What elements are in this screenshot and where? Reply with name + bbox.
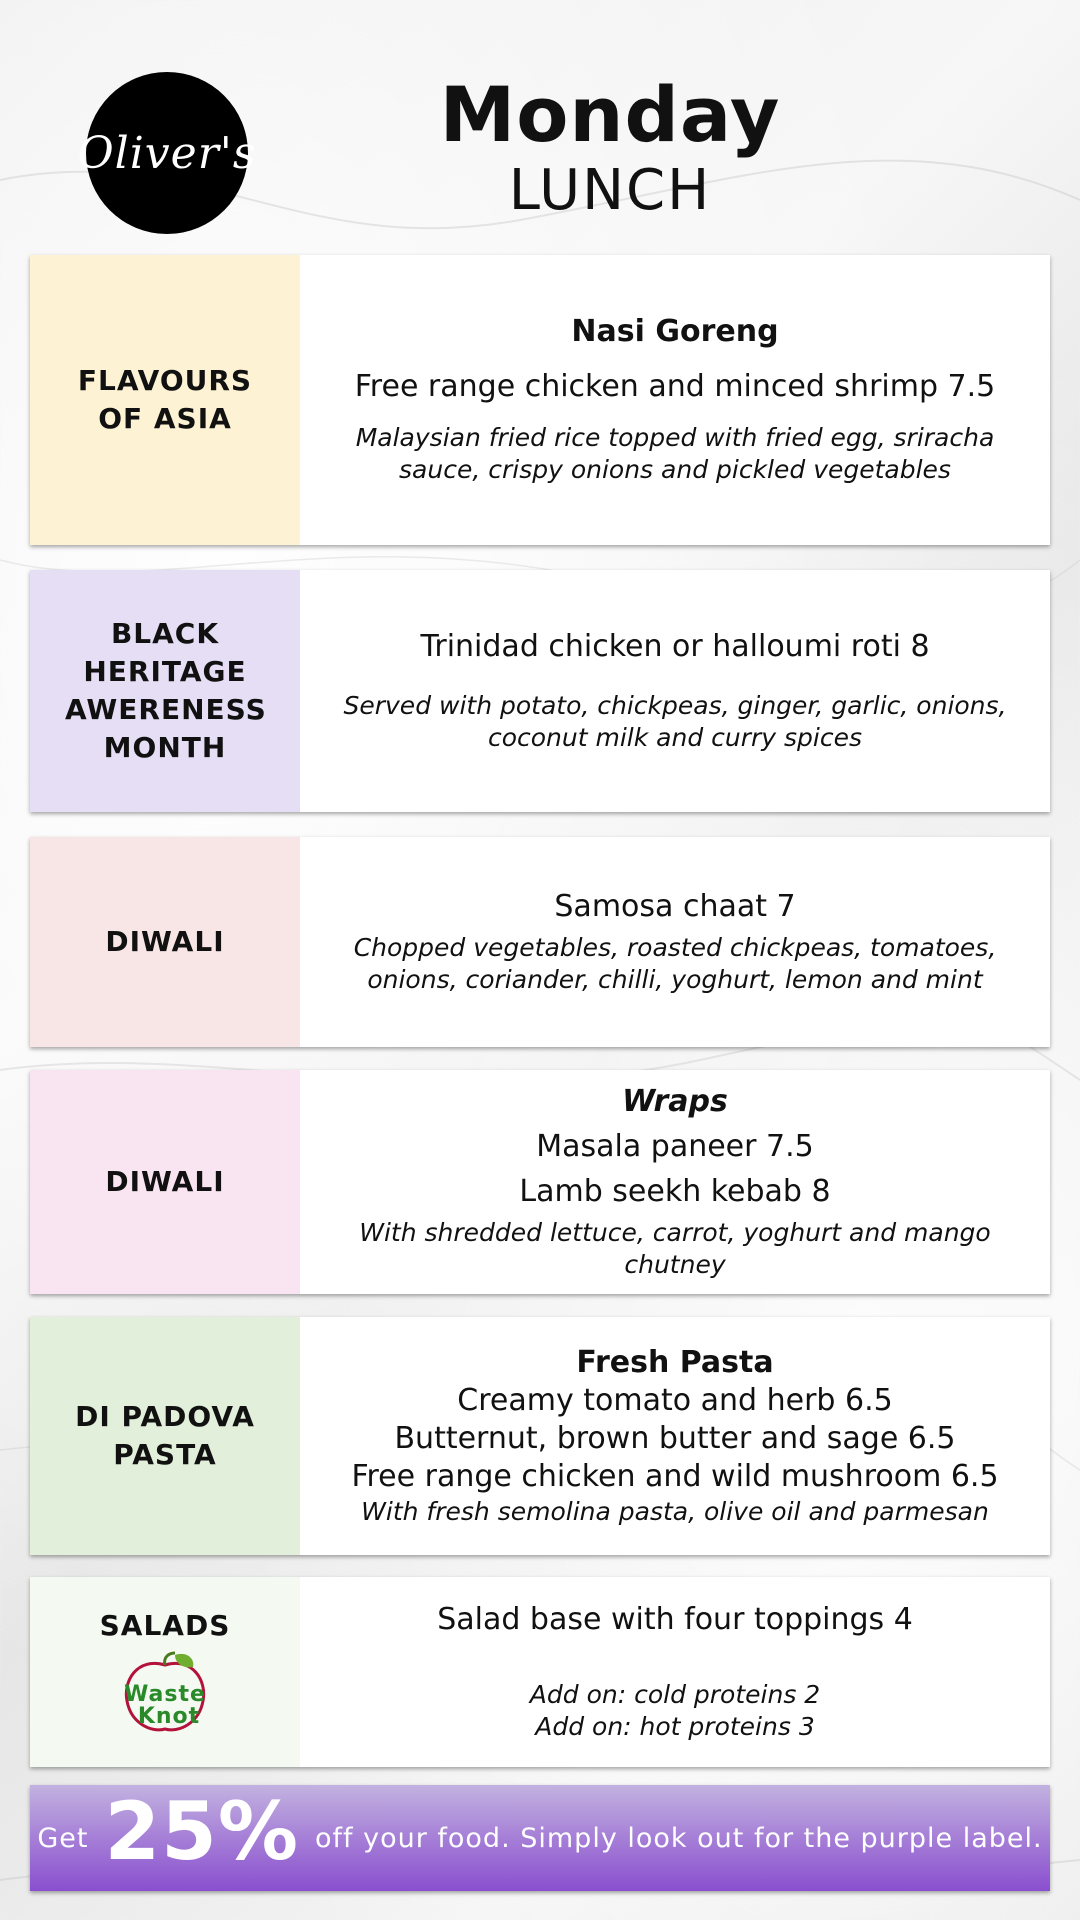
dish-item: Free range chicken and minced shrimp 7.5 [354,369,996,404]
dish-content [300,1577,1050,1767]
dish-item: Creamy tomato and herb 6.5 [457,1383,893,1418]
menu-row-salads [30,1577,1050,1767]
dish-item: Butternut, brown butter and sage 6.5 [394,1421,956,1456]
menu-row-flavours-of-asia [30,255,1050,545]
svg-text:Knot: Knot [137,1704,201,1729]
waste-knot-logo [117,1651,213,1737]
promo-prefix: Get [37,1822,89,1854]
category-label [30,1317,300,1555]
discount-banner [30,1785,1050,1891]
menu-header [0,0,1080,255]
addon-item: Add on: hot proteins 3 [535,1711,815,1741]
dish-item: Trinidad chicken or halloumi roti 8 [420,628,930,664]
category-label [30,255,300,545]
dish-item: Lamb seekh kebab 8 [519,1173,831,1209]
dish-item: Salad base with four toppings 4 [437,1601,913,1637]
dish-content [300,837,1050,1047]
dish-title: Fresh Pasta [576,1345,774,1380]
promo-suffix: off your food. Simply look out for the purple label. [314,1822,1043,1854]
dish-content [300,1070,1050,1294]
category-text: DIWALI [105,1165,225,1198]
dish-item: Masala paneer 7.5 [536,1128,814,1164]
dish-description: Served with potato, chickpeas, ginger, garlic, onions, coconut milk and curry spices [343,690,1007,752]
category-label [30,1577,300,1767]
menu-row-diwali-samosa [30,837,1050,1047]
promo-discount: 25% [104,1785,299,1878]
dish-item: Free range chicken and wild mushroom 6.5 [351,1459,999,1494]
dish-description: Chopped vegetables, roasted chickpeas, tomatoes, onions, coriander, chilli, yoghurt, lemon and mint [353,932,997,994]
dish-content [300,255,1050,545]
category-label [30,1070,300,1294]
category-text: FLAVOURS OF ASIA [77,364,253,435]
dish-content [300,570,1050,812]
dish-description: With fresh semolina pasta, olive oil and parmesan [361,1497,989,1526]
category-label [30,570,300,812]
meal-title: LUNCH [508,158,712,223]
menu-row-diwali-wraps [30,1070,1050,1294]
category-text: SALADS [99,1609,231,1642]
svg-text:Waste: Waste [124,1682,206,1707]
category-text: DI PADOVA PASTA [75,1400,255,1471]
dish-content [300,1317,1050,1555]
menu-row-di-padova-pasta [30,1317,1050,1555]
addon-item: Add on: cold proteins 2 [529,1679,821,1709]
dish-description: Malaysian fried rice topped with fried egg, sriracha sauce, crispy onions and pickled vegetables [355,423,995,484]
category-label [30,837,300,1047]
dish-title: Wraps [622,1083,728,1119]
day-title: Monday [439,70,781,159]
menu-row-black-heritage [30,570,1050,812]
logo-text: Oliver's [77,127,257,179]
category-text: BLACK HERITAGE AWERENESS MONTH [65,617,267,764]
category-text: DIWALI [105,925,225,958]
dish-item: Samosa chaat 7 [554,888,796,924]
dish-title: Nasi Goreng [571,314,779,349]
dish-description: With shredded lettuce, carrot, yoghurt and mango chutney [359,1217,991,1279]
